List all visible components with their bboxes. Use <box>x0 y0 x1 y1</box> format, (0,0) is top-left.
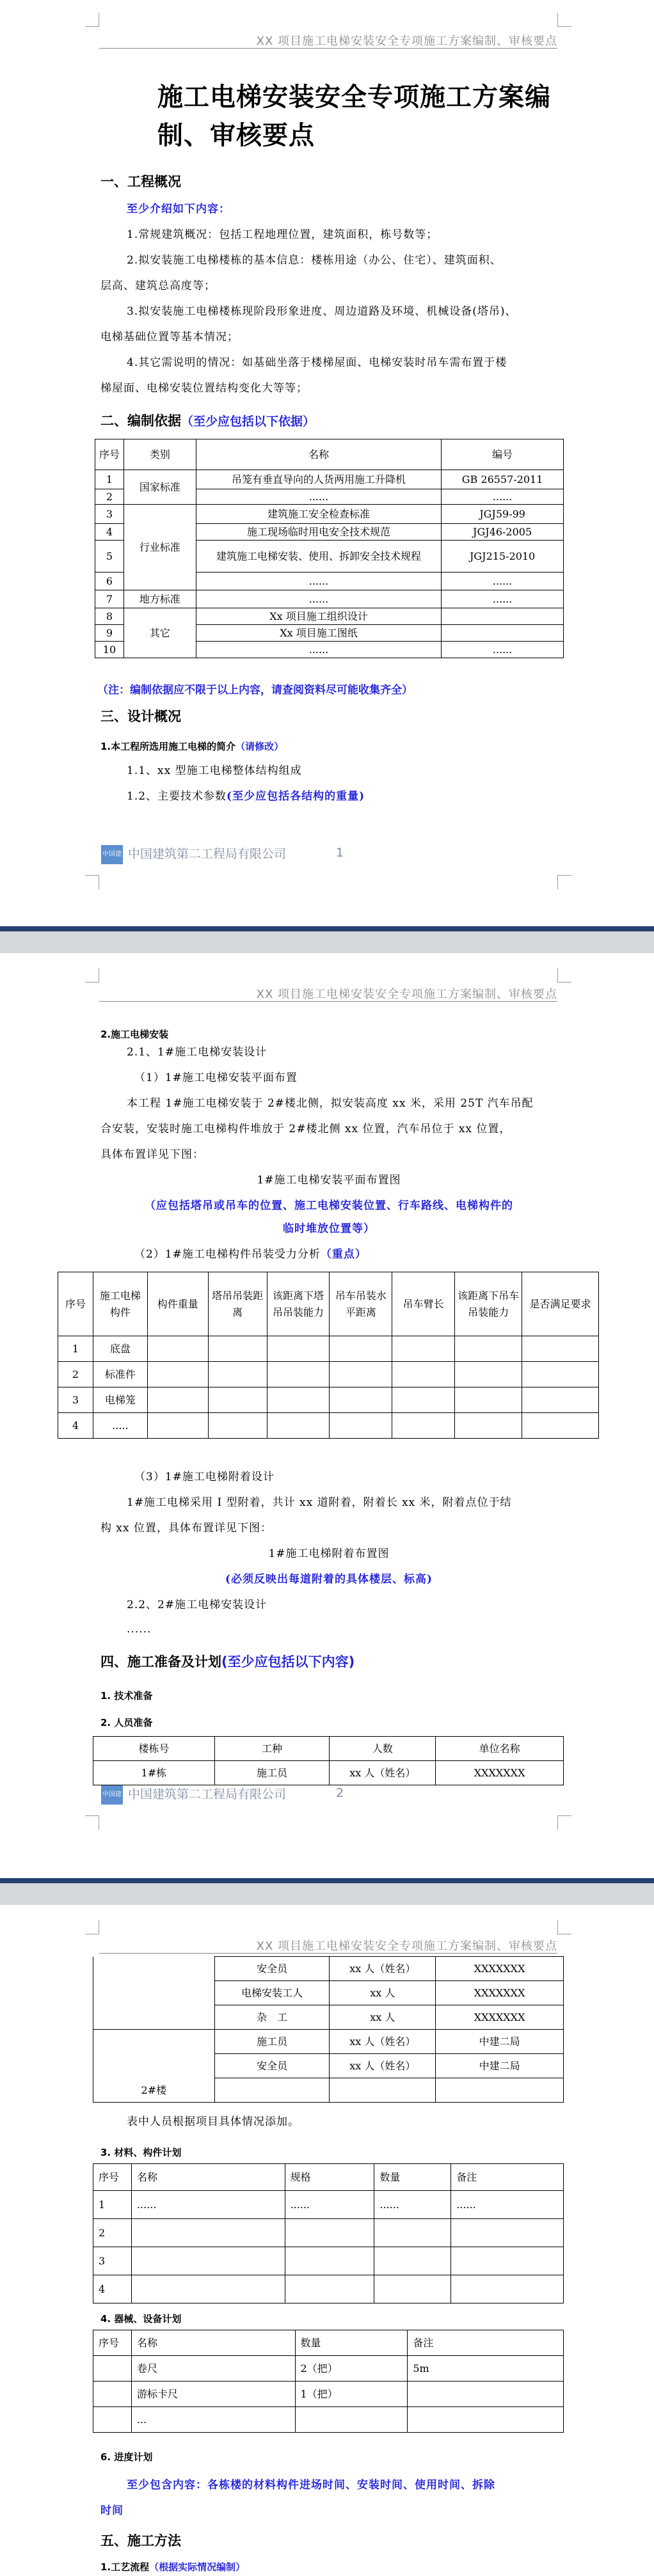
page-header: XX 项目施工电梯安装安全专项施工方案编制、审核要点 <box>99 1932 557 1954</box>
cell: 1 <box>95 470 124 489</box>
fig1-note-a: （应包括塔吊或吊车的位置、施工电梯安装位置、行车路线、电梯构件的 <box>145 1199 513 1212</box>
cell: 电梯笼 <box>93 1387 147 1413</box>
cell: 8 <box>95 608 124 625</box>
sec1-p1: 1.常规建筑概况：包括工程地理位置，建筑面积，栋号数等； <box>127 228 438 241</box>
sec3-sub1-note: （请修改） <box>235 741 284 752</box>
col-header: 数量 <box>374 2164 451 2191</box>
p2-s22: 2.2、2#施工电梯安装设计 <box>127 1599 267 1611</box>
crop-mark <box>557 875 571 889</box>
cell: ...... <box>374 2191 451 2219</box>
cell: 2 <box>58 1362 93 1387</box>
cell: 安全员 <box>214 1957 330 1981</box>
cell: 施工现场临时用电安全技术规范 <box>196 524 441 541</box>
p2-s21b <box>134 1242 367 1267</box>
section-4-note: (至少应包括以下内容) <box>221 1654 355 1670</box>
col-header: 单位名称 <box>436 1737 564 1761</box>
col-header: 是否满足要求 <box>522 1272 599 1336</box>
col-header: 备注 <box>451 2164 564 2191</box>
page-header: XX 项目施工电梯安装安全专项施工方案编制、审核要点 <box>99 27 557 49</box>
sec1-p3a: 3.拟安装施工电梯楼栋现阶段形象进度、周边道路及环境、机械设备(塔吊)、 <box>127 305 517 318</box>
crop-mark <box>557 968 571 983</box>
table-header-row <box>58 1272 599 1336</box>
col-header: 塔吊吊装距离 <box>208 1272 267 1336</box>
table-row <box>58 1413 599 1439</box>
sec5-sub1-title: 1.工艺流程 <box>100 2561 150 2573</box>
cell-category: 行业标准 <box>124 505 196 590</box>
cell-category: 其它 <box>124 608 196 658</box>
p2-s21a: （1）1#施工电梯安装平面布置 <box>134 1071 298 1084</box>
page-separator <box>0 926 654 953</box>
company-logo: 中国建筑 <box>101 845 123 864</box>
col-header: 该距离下吊车吊装能力 <box>455 1272 522 1336</box>
cell: 游标卡尺 <box>131 2382 295 2407</box>
cell: ...... <box>285 2191 374 2219</box>
material-table <box>93 2163 564 2303</box>
cell: ...... <box>442 573 564 590</box>
section-5-heading: 五、施工方法 <box>100 2533 181 2548</box>
cell: 安全员 <box>214 2054 330 2078</box>
cell: 建筑施工安全检查标准 <box>196 505 441 524</box>
col-header: 数量 <box>295 2330 408 2356</box>
cell: 吊笼有垂直导向的人货两用施工升降机 <box>196 470 441 489</box>
sec3-sub1-title: 1.本工程所选用施工电梯的简介 <box>100 741 236 752</box>
cell: 3 <box>95 505 124 524</box>
table-header-row <box>95 439 564 470</box>
cell <box>93 2407 132 2433</box>
table-header-row <box>93 2164 564 2191</box>
p2-dots: ...... <box>127 1623 152 1636</box>
cell <box>295 2407 408 2433</box>
fig2-caption: 1#施工电梯附着布置图 <box>268 1547 390 1560</box>
table-row <box>95 470 564 489</box>
cell: Xx 项目施工组织设计 <box>196 608 441 625</box>
cell <box>442 608 564 625</box>
sec3-item12-note: (至少应包括各结构的重量) <box>227 790 365 803</box>
cell: XXXXXXX <box>436 1761 564 1785</box>
cell: 5m <box>408 2356 564 2382</box>
cell: 2（把） <box>295 2356 408 2382</box>
table-header-row <box>93 2330 564 2356</box>
page-separator <box>0 1878 654 1905</box>
cell: xx 人（姓名） <box>330 1957 436 1981</box>
cell: XXXXXXX <box>436 1981 564 2005</box>
basis-note: （注：编制依据应不限于以上内容，请查阅资料尽可能收集齐全） <box>97 684 413 697</box>
col-header: 名称 <box>131 2164 285 2191</box>
footer-company: 中国建筑第二工程局有限公司 <box>128 847 287 861</box>
cell: GB 26557-2011 <box>442 470 564 489</box>
table-row <box>93 1761 564 1785</box>
sec3-item12 <box>127 784 365 809</box>
cell: 施工员 <box>214 1761 330 1785</box>
cell: 1 <box>93 2191 132 2219</box>
page-number: 1 <box>336 846 344 860</box>
cell-category: 国家标准 <box>124 470 196 505</box>
col-header: 序号 <box>95 439 124 470</box>
cell: ...... <box>451 2191 564 2219</box>
table-row <box>93 2247 564 2275</box>
cell: 6 <box>95 573 124 590</box>
crop-mark <box>85 1920 99 1934</box>
cell: 7 <box>95 590 124 608</box>
sec3-item11: 1.1、xx 型施工电梯整体结构组成 <box>127 764 302 777</box>
section-1-heading: 一、工程概况 <box>100 174 181 189</box>
cell: ... <box>131 2407 295 2433</box>
table-row <box>93 2356 564 2382</box>
p2-s21b-note: （重点） <box>320 1248 367 1261</box>
section-3-heading: 三、设计概况 <box>100 709 181 724</box>
col-header: 吊车臂长 <box>392 1272 455 1336</box>
cell: JGJ59-99 <box>442 505 564 524</box>
doc-title-line1: 施工电梯安装安全专项施工方案编 <box>157 83 551 112</box>
cell: XXXXXXX <box>436 1957 564 1981</box>
cell: xx 人（姓名） <box>330 2030 436 2054</box>
table-row <box>95 590 564 608</box>
p2-para2b: 构 xx 位置，具体布置详见下图： <box>100 1522 272 1535</box>
cell-category: 地方标准 <box>124 590 196 608</box>
col-header: 工种 <box>214 1737 330 1761</box>
col-header: 人数 <box>330 1737 436 1761</box>
sec1-p4b: 梯屋面、电梯安装位置结构变化大等等； <box>100 382 308 395</box>
tech-prep: 1. 技术准备 <box>100 1690 153 1702</box>
equipment-plan: 4. 器械、设备计划 <box>100 2313 182 2325</box>
sec1-p2a: 2.拟安装施工电梯楼栋的基本信息：楼栋用途（办公、住宅）、建筑面积、 <box>127 254 502 267</box>
sec5-sub1 <box>100 2560 245 2573</box>
lifting-analysis-table <box>58 1272 599 1439</box>
cell: 1 <box>58 1336 93 1362</box>
table-row <box>93 2275 564 2303</box>
cell: Xx 项目施工图纸 <box>196 625 441 642</box>
col-header: 施工电梯构件 <box>93 1272 147 1336</box>
cell: 4 <box>95 524 124 541</box>
p2-para1a: 本工程 1#施工电梯安装于 2#楼北侧，拟安装高度 xx 米，采用 25T 汽车吊配 <box>127 1097 534 1110</box>
crop-mark <box>557 13 571 27</box>
cell: 杂 工 <box>214 2005 330 2030</box>
sec1-p3b: 电梯基础位置等基本情况； <box>100 331 239 344</box>
col-header: 备注 <box>408 2330 564 2356</box>
p2-s21: 2.1、1#施工电梯安装设计 <box>127 1046 267 1059</box>
cell: 1#栋 <box>93 1761 215 1785</box>
cell: xx 人（姓名） <box>330 1761 436 1785</box>
document-page-1 <box>0 0 654 926</box>
page-number: 2 <box>336 1786 344 1800</box>
cell: xx 人 <box>330 2005 436 2030</box>
cell: 2 <box>93 2219 132 2247</box>
cell: xx 人（姓名） <box>330 2054 436 2078</box>
p2-para1b: 合安装，安装时施工电梯构件堆放于 2#楼北侧 xx 位置，汽车吊位于 xx 位置， <box>100 1123 511 1135</box>
page-footer <box>101 1785 287 1817</box>
cell: 3 <box>93 2247 132 2275</box>
schedule-b: 时间 <box>100 2504 124 2517</box>
cell: ...... <box>196 590 441 608</box>
cell: JGJ215-2010 <box>442 541 564 573</box>
cell <box>93 2382 132 2407</box>
cell <box>408 2407 564 2433</box>
cell <box>442 625 564 642</box>
cell: ...... <box>196 642 441 658</box>
table-row <box>58 1362 599 1387</box>
cell: 电梯安装工人 <box>214 1981 330 2005</box>
table-row <box>95 608 564 625</box>
crop-mark <box>85 1815 99 1829</box>
document-page-3 <box>0 1905 654 2576</box>
cell: ...... <box>196 489 441 505</box>
staff-prep: 2. 人员准备 <box>100 1717 153 1728</box>
col-header: 序号 <box>93 2164 132 2191</box>
col-header: 类别 <box>124 439 196 470</box>
cell: 10 <box>95 642 124 658</box>
col-header: 名称 <box>196 439 441 470</box>
sec5-sub1-note: （根据实际情况编制） <box>149 2561 246 2573</box>
col-header: 序号 <box>93 2330 132 2356</box>
table-row <box>58 1387 599 1413</box>
table-row <box>93 1957 564 1981</box>
cell: 中建二局 <box>436 2030 564 2054</box>
col-header: 楼栋号 <box>93 1737 215 1761</box>
crop-mark <box>557 1815 571 1829</box>
col-header: 名称 <box>131 2330 295 2356</box>
document-page-2 <box>0 953 654 1879</box>
section-2-note: （至少应包括以下依据） <box>181 415 315 429</box>
table-row <box>93 2407 564 2433</box>
sec1-intro: 至少介绍如下内容： <box>127 203 230 216</box>
crop-mark <box>85 875 99 889</box>
cell: 9 <box>95 625 124 642</box>
company-logo: 中国建筑 <box>101 1785 123 1805</box>
cell: ...... <box>442 642 564 658</box>
fig2-note: (必须反映出每道附着的具体楼层、标高) <box>225 1573 433 1586</box>
cell: 4 <box>58 1413 93 1439</box>
section-2-title: 二、编制依据 <box>100 413 181 429</box>
table-row <box>58 1336 599 1362</box>
sec1-p4a: 4.其它需说明的情况：如基础坐落于楼梯屋面、电梯安装时吊车需布置于楼 <box>127 356 507 369</box>
doc-title-line2: 制、审核要点 <box>157 121 315 150</box>
cell: 建筑施工电梯安装、使用、拆卸安全技术规程 <box>196 541 441 573</box>
cell: ...... <box>196 573 441 590</box>
basis-table <box>95 439 564 658</box>
staff-note: 表中人员根据项目具体情况添加。 <box>127 2115 299 2128</box>
page-header: XX 项目施工电梯安装安全专项施工方案编制、审核要点 <box>99 980 557 1002</box>
cell: 3 <box>58 1387 93 1413</box>
cell: ..... <box>93 1413 147 1439</box>
cell: 1（把） <box>295 2382 408 2407</box>
sec1-p2b: 层高、建筑总高度等； <box>100 280 216 292</box>
section-4-title: 四、施工准备及计划 <box>100 1654 221 1670</box>
cell: ...... <box>442 590 564 608</box>
sec3-sub2: 2.施工电梯安装 <box>100 1029 169 1040</box>
col-header: 编号 <box>442 439 564 470</box>
col-header: 该距离下塔吊吊装能力 <box>267 1272 330 1336</box>
cell: JGJ46-2005 <box>442 524 564 541</box>
table-row <box>93 2191 564 2219</box>
staff-table <box>93 1736 564 1785</box>
cell: ...... <box>131 2191 285 2219</box>
fig1-caption: 1#施工电梯安装平面布置图 <box>257 1174 401 1187</box>
crop-mark <box>85 13 99 27</box>
col-header: 序号 <box>58 1272 93 1336</box>
cell: XXXXXXX <box>436 2005 564 2030</box>
equipment-table <box>93 2330 564 2433</box>
cell: 标准件 <box>93 1362 147 1387</box>
p2-para2a: 1#施工电梯采用 I 型附着，共计 xx 道附着，附着长 xx 米，附着点位于结 <box>127 1496 512 1509</box>
cell: 2 <box>95 489 124 505</box>
footer-company: 中国建筑第二工程局有限公司 <box>128 1787 287 1801</box>
sec3-sub1 <box>100 739 283 753</box>
cell: 卷尺 <box>131 2356 295 2382</box>
crop-mark <box>85 968 99 983</box>
staff-table-continued <box>93 1956 564 2103</box>
section-2-heading <box>100 411 315 430</box>
cell: 5 <box>95 541 124 573</box>
cell <box>93 2356 132 2382</box>
cell: 4 <box>93 2275 132 2303</box>
sec3-item12-text: 1.2、主要技术参数 <box>127 790 227 803</box>
material-plan: 3. 材料、构件计划 <box>100 2147 182 2158</box>
section-4-heading <box>100 1652 355 1671</box>
col-header: 吊车吊装水平距离 <box>330 1272 392 1336</box>
col-header: 构件重量 <box>147 1272 208 1336</box>
table-row <box>93 2030 564 2054</box>
cell: xx 人 <box>330 1981 436 2005</box>
cell-building: 2#楼 <box>93 2030 215 2103</box>
cell: 中建二局 <box>436 2054 564 2078</box>
cell: 施工员 <box>214 2030 330 2054</box>
p2-para1c: 具体布置详见下图： <box>100 1148 204 1161</box>
table-row <box>93 2219 564 2247</box>
col-header: 规格 <box>285 2164 374 2191</box>
p2-s21c: （3）1#施工电梯附着设计 <box>134 1471 275 1483</box>
cell: 底盘 <box>93 1336 147 1362</box>
schedule-a: 至少包含内容：各栋楼的材料构件进场时间、安装时间、使用时间、拆除 <box>127 2479 495 2492</box>
table-header-row <box>93 1737 564 1761</box>
cell <box>408 2382 564 2407</box>
table-row <box>95 505 564 524</box>
fig1-note-b: 临时堆放位置等） <box>283 1222 375 1235</box>
crop-mark <box>557 1920 571 1934</box>
cell: ...... <box>442 489 564 505</box>
table-row <box>93 2382 564 2407</box>
page-footer <box>101 844 287 877</box>
schedule-plan: 6. 进度计划 <box>100 2451 153 2463</box>
p2-s21b-text: （2）1#施工电梯构件吊装受力分析 <box>134 1248 321 1261</box>
